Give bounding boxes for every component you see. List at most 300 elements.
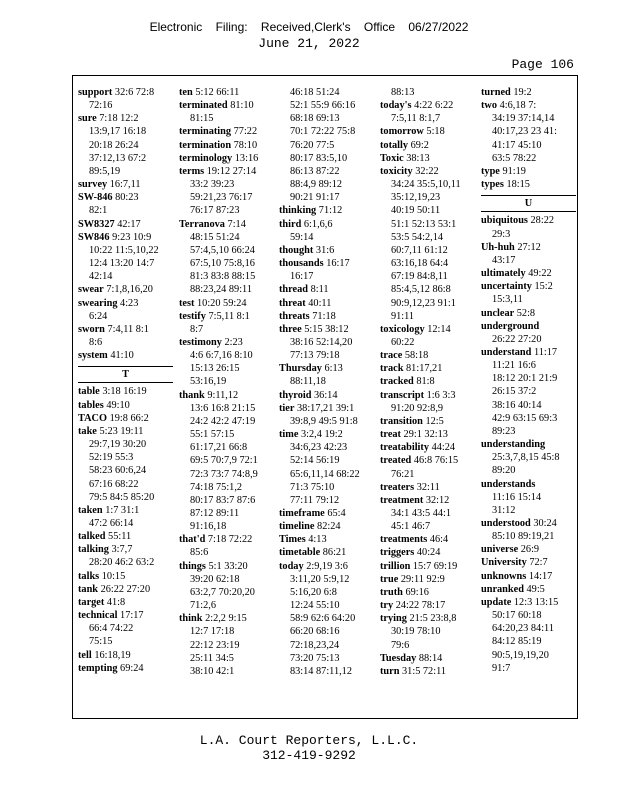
index-refs-continued: 42:9 63:15 69:3 (492, 412, 558, 424)
index-entry (380, 599, 475, 612)
index-word: SW-846 (78, 192, 113, 204)
index-entry (279, 560, 374, 678)
index-entry (380, 454, 475, 480)
index-refs-continued: 74:18 75:1,2 (190, 481, 243, 493)
index-word: testify (179, 310, 206, 322)
index-refs: 19:2 (513, 87, 532, 98)
index-entry (481, 596, 576, 675)
index-word: today's (380, 100, 412, 112)
index-refs: 7:4,11 8:1 (107, 323, 149, 335)
index-refs-continued: 50:17 60:18 (492, 610, 542, 622)
index-entry (380, 375, 475, 388)
index-entry (78, 412, 173, 425)
index-entry (380, 652, 475, 665)
index-entry (380, 612, 475, 651)
index-refs-continued: 67:19 84:8,11 (391, 271, 448, 283)
index-refs: 32:11 (416, 481, 440, 493)
index-refs: 42:17 (117, 218, 141, 230)
index-entry (78, 570, 173, 583)
index-refs: 5:18 (426, 126, 445, 138)
index-entry (481, 438, 576, 477)
index-refs-continued: 75:15 (89, 636, 113, 648)
index-entry (481, 517, 576, 543)
index-refs: 10:20 59:24 (197, 297, 247, 309)
index-refs: 12:14 (427, 323, 451, 335)
index-refs: 19:8 66:2 (109, 412, 149, 424)
index-entry (179, 612, 274, 678)
index-refs-continued: 15:3,11 (492, 294, 523, 306)
index-refs: 7:5,11 8:1 (208, 310, 250, 322)
index-entry (279, 362, 374, 388)
index-refs-continued: 71:3 75:10 (290, 481, 335, 493)
index-entry (481, 241, 576, 267)
index-refs-continued: 30:19 78:10 (391, 626, 441, 638)
index-word: talked (78, 531, 106, 543)
index-entry (78, 596, 173, 609)
index-refs-continued: 38:16 40:14 (492, 399, 542, 411)
index-refs-continued: 41:17 45:10 (492, 139, 542, 151)
index-refs-continued: 59:21,23 76:17 (190, 192, 253, 204)
index-entry (78, 191, 173, 217)
index-entry (78, 662, 173, 675)
index-refs-continued: 57:4,5,10 66:24 (190, 244, 255, 256)
index-refs-continued: 28:20 46:2 63:2 (89, 557, 155, 569)
index-entry (279, 507, 374, 520)
index-refs: 31:5 72:11 (402, 665, 446, 677)
index-entry (78, 504, 173, 530)
index-refs-continued: 26:22 27:20 (492, 333, 542, 345)
index-refs-continued: 81:15 (190, 113, 214, 125)
index-refs-continued: 39:8,9 49:5 91:8 (290, 415, 358, 427)
index-word: understand (481, 346, 532, 358)
index-entry (78, 112, 173, 178)
index-refs-continued: 72:3 73:7 74:8,9 (190, 468, 258, 480)
index-entry (78, 649, 173, 662)
index-refs: 26:9 (520, 544, 540, 556)
index-refs: 3:7,7 (111, 544, 133, 556)
index-refs: 7:14 (227, 218, 246, 230)
index-refs: 38:13 (406, 152, 430, 164)
index-refs-continued: 7:5,11 8:1,7 (391, 113, 441, 125)
index-word: terminating (179, 126, 232, 138)
index-word: target (78, 596, 105, 608)
index-refs-continued: 20:18 26:24 (89, 139, 139, 151)
index-refs: 38:17,21 39:1 (297, 402, 355, 414)
index-word: totally (380, 139, 409, 151)
index-word: swear (78, 284, 104, 296)
index-refs-continued: 84:12 85:19 (492, 636, 542, 648)
index-word: ultimately (481, 268, 526, 280)
index-refs: 71:12 (318, 205, 343, 217)
index-word: understood (481, 518, 531, 529)
index-word: triggers (380, 547, 415, 559)
index-refs: 2:23 (224, 336, 243, 348)
index-refs: 9:23 10:9 (112, 231, 152, 243)
index-entry (179, 139, 274, 152)
index-entry (78, 385, 173, 398)
index-word: timeframe (279, 508, 325, 519)
index-refs: 15:2 (534, 281, 553, 293)
index-refs-continued: 22:12 23:19 (190, 639, 240, 651)
index-entry (78, 231, 173, 284)
index-entry (78, 283, 173, 296)
index-entry (279, 310, 374, 323)
index-refs: 31:6 (315, 244, 335, 256)
index-refs-continued: 68:18 69:13 (290, 113, 340, 125)
index-refs-continued: 40:19 50:11 (391, 205, 441, 217)
index-entry (179, 310, 274, 336)
index-entry (481, 543, 576, 556)
index-refs-continued: 76:20 77:5 (290, 139, 335, 151)
index-refs-continued: 63:2,7 70:20,20 (190, 586, 255, 598)
index-entry (78, 425, 173, 504)
index-entry (481, 165, 576, 178)
index-refs: 55:11 (108, 531, 132, 543)
index-refs-continued: 53:16,19 (190, 376, 227, 388)
index-refs: 69:24 (120, 662, 144, 674)
index-entry (380, 362, 475, 375)
index-refs: 72:7 (529, 557, 548, 569)
index-refs-continued: 35:12,19,23 (391, 192, 441, 204)
index-entry (481, 346, 576, 438)
index-entry (179, 165, 274, 218)
index-entry (481, 307, 576, 320)
index-entry (78, 86, 173, 112)
index-refs-continued: 66:20 68:16 (290, 626, 340, 638)
index-word: Toxic (380, 152, 404, 164)
index-refs-continued: 55:1 57:15 (190, 429, 235, 441)
index-entry (78, 583, 173, 596)
index-refs-continued: 90:5,19,19,20 (492, 649, 549, 661)
index-refs: 88:14 (418, 652, 443, 664)
index-refs-continued: 12:7 17:18 (190, 626, 235, 638)
index-refs: 81:8 (416, 376, 435, 388)
index-word: terminated (179, 100, 228, 112)
index-word: Uh-huh (481, 241, 515, 253)
index-word: try (380, 600, 394, 612)
index-refs: 29:1 32:13 (403, 429, 448, 441)
index-refs-continued: 8:7 (190, 323, 204, 335)
index-word: table (78, 386, 100, 398)
index-refs: 32:12 (425, 494, 450, 506)
index-refs-continued: 5:16,20 6:8 (290, 586, 337, 598)
index-refs: 11:17 (533, 346, 558, 358)
index-refs-continued: 26:15 37:2 (492, 386, 537, 398)
index-entry (380, 125, 475, 138)
index-refs-continued: 46:18 51:24 (290, 87, 340, 98)
index-refs-continued: 38:16 52:14,20 (290, 336, 353, 348)
index-refs-continued: 71:2,6 (190, 600, 217, 612)
index-entry (481, 214, 576, 240)
index-refs-continued: 85:10 89:19,21 (492, 531, 555, 543)
index-refs-continued: 86:13 87:22 (290, 165, 340, 177)
index-word: tracked (380, 376, 414, 388)
index-entry (380, 99, 475, 125)
index-word: underground (481, 320, 540, 332)
index-entry (179, 533, 274, 559)
index-refs-continued: 83:14 87:11,12 (290, 665, 352, 677)
index-refs-continued: 82:1 (89, 205, 108, 217)
index-refs-continued: 60:22 (391, 336, 415, 348)
index-refs-continued: 29:3 (492, 228, 511, 240)
index-entry (279, 86, 374, 204)
footer (0, 733, 618, 763)
index-entry (380, 389, 475, 415)
index-refs-continued: 29:7,19 30:20 (89, 439, 147, 451)
index-word: tank (78, 583, 99, 595)
index-word: treatments (380, 534, 428, 546)
index-entry (279, 204, 374, 217)
index-word: thank (179, 389, 205, 401)
index-refs-continued: 91:7 (492, 662, 511, 674)
index-refs-continued: 25:3,7,8,15 45:8 (492, 452, 560, 464)
index-word: transition (380, 415, 423, 427)
index-refs: 10:15 (101, 570, 126, 582)
index-word: treaters (380, 481, 415, 493)
index-entry (481, 267, 576, 280)
index-refs: 41:10 (110, 350, 134, 362)
index-word: two (481, 100, 498, 112)
index-refs: 71:18 (312, 310, 336, 322)
index-refs-continued: 33:2 39:23 (190, 179, 235, 191)
index-refs: 7:18 72:22 (207, 534, 253, 546)
section-letter-header: T (78, 366, 173, 383)
index-entry (78, 178, 173, 191)
index-refs-continued: 80:17 83:5,10 (290, 152, 348, 164)
index-refs: 5:12 66:11 (195, 87, 240, 98)
index-refs-continued: 38:10 42:1 (190, 665, 235, 677)
index-refs-continued: 24:2 42:2 47:19 (190, 415, 256, 427)
index-refs: 26:22 27:20 (100, 583, 151, 595)
index-word: Terranova (179, 218, 225, 230)
index-refs-continued: 25:11 34:5 (190, 652, 234, 664)
index-word: think (179, 613, 203, 625)
index-refs-continued: 13:9,17 16:18 (89, 126, 147, 138)
index-entry (380, 441, 475, 454)
index-refs-continued: 11:16 15:14 (492, 491, 542, 503)
index-word: unranked (481, 583, 524, 595)
index-word: time (279, 429, 299, 441)
index-refs-continued: 88:11,18 (290, 376, 326, 388)
index-refs-continued: 73:20 75:13 (290, 652, 340, 664)
index-entry (380, 494, 475, 533)
index-refs-continued: 66:4 74:22 (89, 623, 134, 635)
index-refs-continued: 34:19 37:14,14 (492, 113, 555, 125)
index-entry (179, 86, 274, 99)
index-refs: 4:23 (120, 297, 139, 309)
index-entry (179, 560, 274, 613)
index-refs-continued: 34:1 43:5 44:1 (391, 508, 452, 519)
index-word: swearing (78, 297, 118, 309)
index-word: SW8327 (78, 218, 115, 230)
index-refs: 27:12 (517, 241, 541, 253)
index-entry (481, 556, 576, 569)
index-refs-continued: 87:12 89:11 (190, 508, 240, 519)
index-word: turned (481, 87, 511, 98)
index-entry (481, 570, 576, 583)
index-refs-continued: 8:6 (89, 336, 103, 348)
index-entry (380, 546, 475, 559)
index-column-3 (279, 86, 374, 678)
index-word: trace (380, 350, 403, 362)
index-refs-continued: 39:20 62:18 (190, 573, 240, 585)
index-word: understands (481, 478, 536, 490)
index-refs: 16:17 (326, 258, 350, 270)
index-word: SW846 (78, 231, 110, 243)
index-refs-continued: 53:5 54:2,14 (391, 231, 444, 243)
index-refs-continued: 88:4,9 89:12 (290, 179, 343, 191)
index-word: update (481, 596, 512, 608)
index-refs: 44:24 (431, 442, 456, 454)
index-word: treated (380, 455, 412, 467)
court-reporter-name: L.A. Court Reporters, L.L.C. (199, 733, 419, 748)
index-refs-continued: 81:3 83:8 88:15 (190, 271, 256, 283)
index-word: Thursday (279, 363, 322, 375)
index-word: unclear (481, 307, 515, 319)
index-word: tier (279, 402, 295, 414)
index-word: technical (78, 610, 118, 622)
filing-stamp: Electronic Filing: Received,Clerk's Office 06/27/2022 (149, 20, 469, 34)
index-refs-continued: 80:17 83:7 87:6 (190, 494, 256, 506)
index-refs-continued: 63:5 78:22 (492, 152, 537, 164)
index-entry (481, 99, 576, 165)
index-word: Tuesday (380, 652, 417, 664)
index-refs: 81:17,21 (406, 363, 443, 375)
index-refs: 49:5 (526, 583, 545, 595)
index-word: sure (78, 113, 97, 125)
index-refs: 29:11 92:9 (400, 573, 445, 585)
index-refs: 9:11,12 (207, 389, 239, 401)
index-entry (380, 428, 475, 441)
index-column-5 (481, 86, 576, 675)
index-word: uncertainty (481, 281, 532, 293)
index-refs: 24:22 78:17 (395, 600, 446, 612)
index-refs: 80:23 (115, 192, 139, 204)
index-refs: 1:7 31:1 (105, 504, 140, 516)
index-entry (380, 560, 475, 573)
index-word: test (179, 297, 195, 309)
index-refs: 7:18 12:2 (99, 113, 139, 125)
index-refs: 30:24 (533, 518, 557, 529)
index-refs-continued: 90:9,12,23 91:1 (391, 297, 456, 309)
index-refs: 3:2,4 19:2 (301, 429, 343, 441)
index-refs: 4:22 6:22 (414, 100, 454, 112)
index-entry (179, 125, 274, 138)
index-refs: 41:8 (106, 596, 126, 608)
index-refs: 46:4 (429, 534, 449, 546)
index-column-4 (380, 86, 475, 678)
index-word: thought (279, 244, 314, 256)
index-refs: 91:19 (502, 165, 526, 177)
index-word: support (78, 87, 113, 98)
index-refs-continued: 72:18,23,24 (290, 639, 340, 651)
index-refs: 19:12 27:14 (206, 165, 257, 177)
index-word: University (481, 557, 527, 569)
index-word: three (279, 323, 302, 335)
index-word: TACO (78, 412, 107, 424)
index-entry (481, 478, 576, 517)
index-refs: 2:2,2 9:15 (205, 613, 247, 625)
index-word: thread (279, 284, 308, 296)
index-refs: 5:15 38:12 (304, 323, 349, 335)
index-refs: 12:5 (425, 415, 444, 427)
index-refs-continued: 89:5,19 (89, 165, 121, 177)
index-refs: 28:22 (530, 215, 554, 227)
index-entry (380, 533, 475, 546)
index-word: tempting (78, 662, 118, 674)
index-entry (380, 152, 475, 165)
index-word: talks (78, 570, 100, 582)
index-entry (380, 481, 475, 494)
index-word: Times (279, 534, 306, 546)
index-entry (279, 257, 374, 283)
court-reporter-phone: 312-419-9292 (262, 748, 356, 763)
index-refs: 86:21 (322, 547, 347, 559)
index-refs-continued: 58:23 60:6,24 (89, 465, 147, 477)
index-refs: 5:23 19:11 (99, 425, 144, 437)
index-word: that'd (179, 534, 206, 546)
index-refs-continued: 63:16,18 64:4 (391, 258, 449, 270)
index-refs: 69:16 (405, 586, 429, 598)
index-word: truth (380, 586, 403, 598)
index-refs-continued: 18:12 20:1 21:9 (492, 373, 558, 385)
index-entry (279, 218, 374, 244)
index-refs-continued: 42:14 (89, 271, 113, 283)
index-column-1 (78, 86, 173, 675)
index-refs-continued: 89:20 (492, 465, 516, 477)
index-word: track (380, 363, 404, 375)
index-word: universe (481, 544, 519, 556)
index-refs-continued: 16:17 (290, 271, 314, 283)
index-word: sworn (78, 323, 105, 335)
index-refs: 40:24 (416, 547, 441, 559)
index-entry (279, 533, 374, 546)
index-refs-continued: 60:7,11 61:12 (391, 244, 448, 256)
index-refs-continued: 79:5 84:5 85:20 (89, 491, 155, 503)
index-entry (78, 349, 173, 362)
index-entry (78, 543, 173, 569)
index-refs-continued: 88:13 (391, 87, 415, 98)
index-refs-continued: 12:24 55:10 (290, 600, 340, 612)
index-entry (279, 323, 374, 362)
index-refs-continued: 77:13 79:18 (290, 350, 340, 362)
index-refs-continued: 59:14 (290, 231, 314, 243)
index-refs: 4:6,18 7: (499, 100, 537, 112)
index-entry (380, 349, 475, 362)
index-refs: 5:1 33:20 (208, 560, 248, 572)
index-word: treatment (380, 494, 424, 506)
index-refs-continued: 91:20 92:8,9 (391, 402, 444, 414)
index-word: termination (179, 139, 232, 151)
index-word: thyroid (279, 389, 312, 401)
index-refs-continued: 64:20,23 84:11 (492, 623, 554, 635)
index-refs: 18:15 (506, 179, 530, 191)
index-entry (78, 609, 173, 648)
index-word: testimony (179, 336, 222, 348)
index-refs-continued: 3:11,20 5:9,12 (290, 573, 350, 585)
index-entry (279, 428, 374, 507)
index-entry (481, 280, 576, 306)
index-refs: 21:5 23:8,8 (409, 613, 457, 625)
index-word: third (279, 218, 302, 230)
index-refs: 6:1,6,6 (303, 218, 333, 230)
index-entry (481, 583, 576, 596)
index-refs-continued: 58:9 62:6 64:20 (290, 613, 356, 625)
index-refs: 12:3 13:15 (513, 596, 559, 608)
index-word: tomorrow (380, 126, 424, 138)
index-refs: 13:16 (234, 152, 259, 164)
index-refs: 52:8 (516, 307, 536, 319)
